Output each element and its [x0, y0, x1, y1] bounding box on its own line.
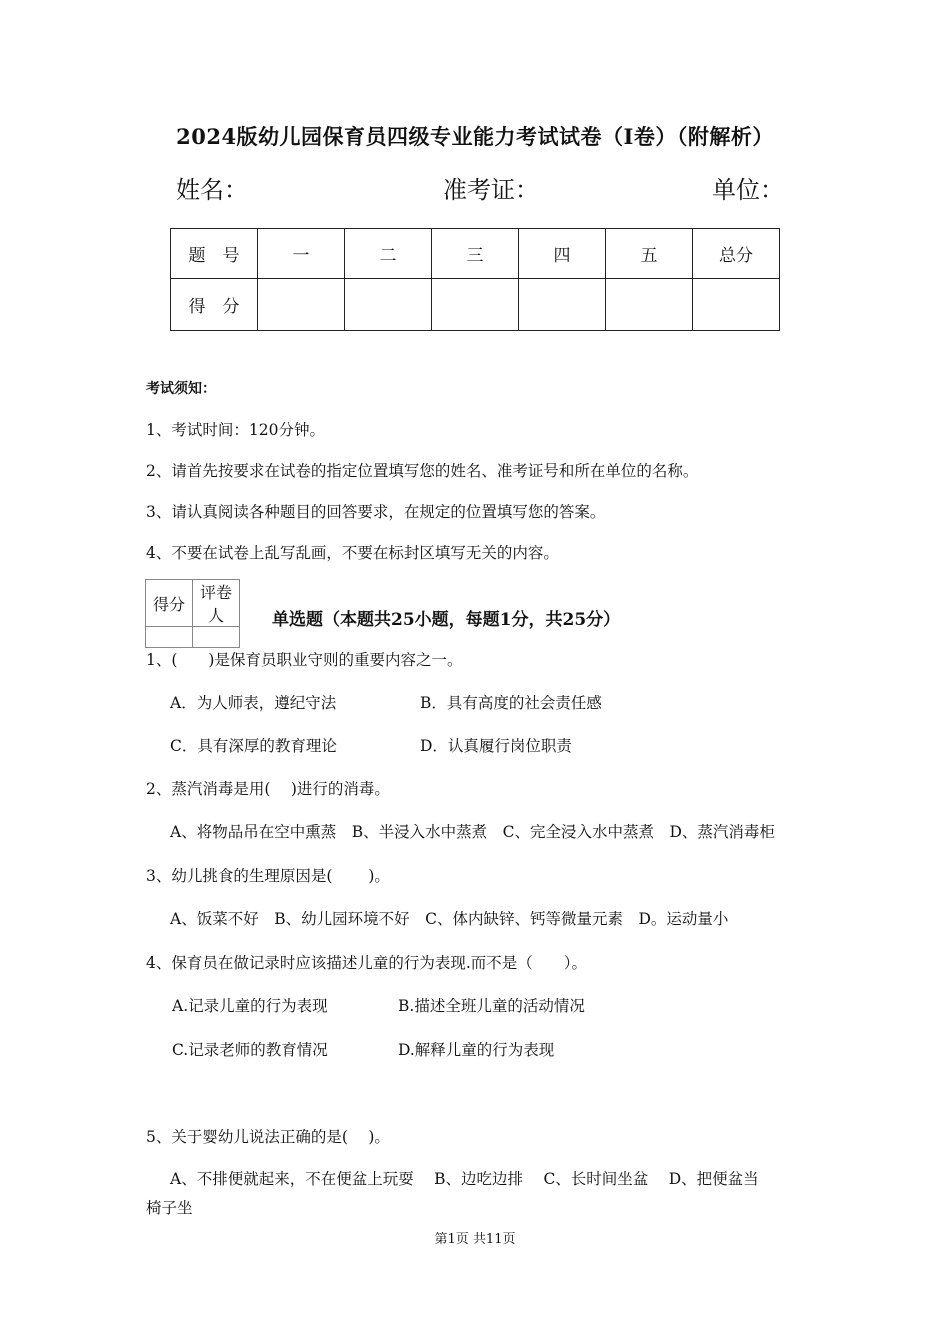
score-table-header-cell: 二 — [345, 229, 432, 279]
question-3-stem: 3、幼儿挑食的生理原因是( )。 — [146, 867, 390, 885]
score-table-header-cell: 一 — [258, 229, 345, 279]
score-table-header-label: 题 号 — [171, 229, 258, 279]
score-table-header-cell: 四 — [519, 229, 606, 279]
score-table-blank-cell — [345, 279, 432, 331]
notice-item: 1、考试时间：120分钟。 — [146, 421, 325, 439]
grader-name-label: 评卷人 — [193, 580, 240, 627]
question-1-option-b: B．具有高度的社会责任感 — [420, 694, 602, 712]
score-table-header-cell: 三 — [432, 229, 519, 279]
score-table-header-cell: 五 — [606, 229, 693, 279]
score-table-blank-cell — [519, 279, 606, 331]
score-table-blank-cell — [606, 279, 693, 331]
score-table-row-label: 得 分 — [171, 279, 258, 331]
notice-item: 2、请首先按要求在试卷的指定位置填写您的姓名、准考证号和所在单位的名称。 — [146, 462, 699, 480]
document-title: 2024版幼儿园保育员四级专业能力考试试卷（I卷）（附解析） — [176, 124, 774, 149]
notice-item: 4、不要在试卷上乱写乱画，不要在标封区填写无关的内容。 — [146, 544, 559, 562]
question-5-options-continued: 椅子坐 — [146, 1199, 193, 1217]
score-table-score-row — [171, 279, 780, 331]
name-field-label: 姓名： — [176, 176, 248, 204]
question-4-option-a: A.记录儿童的行为表现 — [172, 997, 328, 1015]
score-table-blank-cell — [258, 279, 345, 331]
grader-name-blank — [193, 627, 240, 648]
question-4-option-d: D.解释儿童的行为表现 — [398, 1041, 555, 1059]
exam-id-field-label: 准考证： — [443, 176, 539, 204]
notice-heading: 考试须知： — [146, 381, 216, 397]
question-1-stem: 1、( )是保育员职业守则的重要内容之一。 — [146, 651, 463, 669]
score-table-blank-cell — [693, 279, 780, 331]
score-table — [170, 228, 780, 331]
section-title: 单选题（本题共25小题，每题1分，共25分） — [272, 610, 621, 630]
question-5-options: A、不排便就起来，不在便盆上玩耍 B、边吃边排 C、长时间坐盆 D、把便盆当 — [170, 1170, 759, 1188]
page-footer: 第1页 共11页 — [434, 1232, 516, 1247]
score-table-header-row — [171, 229, 780, 279]
grader-score-blank — [146, 627, 193, 648]
question-4-stem: 4、保育员在做记录时应该描述儿童的行为表现.而不是（ ）。 — [146, 954, 588, 972]
unit-field-label: 单位： — [712, 176, 784, 204]
question-4-option-b: B.描述全班儿童的活动情况 — [398, 997, 585, 1015]
question-1-option-a: A．为人师表，遵纪守法 — [170, 694, 337, 712]
question-4-option-c: C.记录老师的教育情况 — [172, 1041, 328, 1059]
question-3-options: A、饭菜不好 B、幼儿园环境不好 C、体内缺锌、钙等微量元素 D。运动量小 — [170, 910, 729, 928]
question-1-option-c: C．具有深厚的教育理论 — [170, 737, 337, 755]
question-5-stem: 5、关于婴幼儿说法正确的是( )。 — [146, 1128, 390, 1146]
question-2-options: A、将物品吊在空中熏蒸 B、半浸入水中蒸煮 C、完全浸入水中蒸煮 D、蒸汽消毒柜 — [170, 823, 775, 841]
grader-box — [145, 579, 240, 648]
question-2-stem: 2、蒸汽消毒是用( )进行的消毒。 — [146, 780, 390, 798]
notice-item: 3、请认真阅读各种题目的回答要求，在规定的位置填写您的答案。 — [146, 503, 606, 521]
score-table-header-total: 总分 — [693, 229, 780, 279]
question-1-option-d: D．认真履行岗位职责 — [420, 737, 572, 755]
score-table-blank-cell — [432, 279, 519, 331]
grader-score-label: 得分 — [146, 580, 193, 627]
